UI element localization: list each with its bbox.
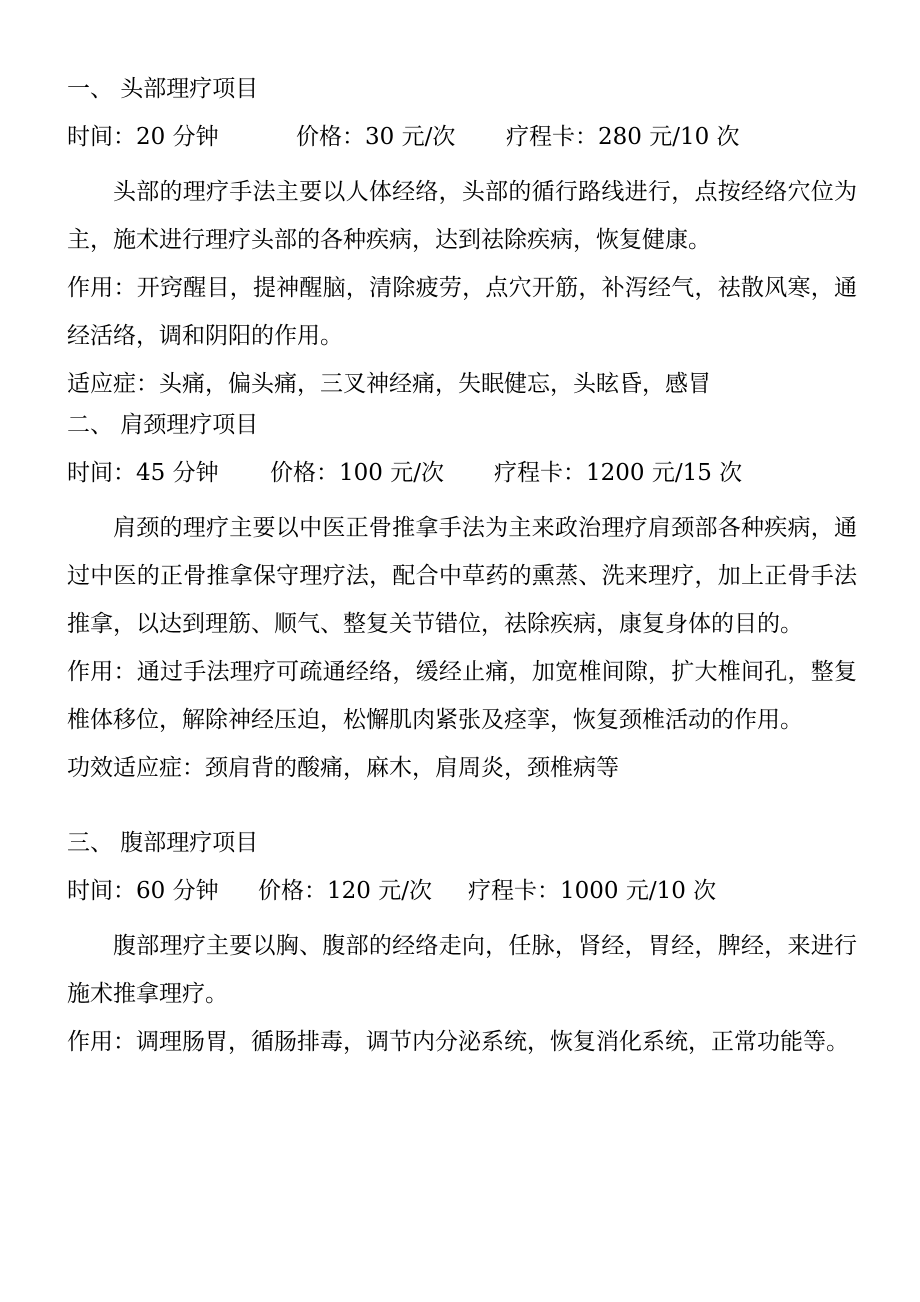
section-meta: [67, 120, 857, 154]
section-meta: [67, 456, 857, 490]
section-effect: 作用：开窍醒目，提神醒脑，清除疲劳，点穴开筋，补泻经气，祛散风寒，通经活络，调和阴阳的作用。: [67, 275, 857, 349]
section-indication: 功效适应症：颈肩背的酸痛，麻木，肩周炎，颈椎病等: [67, 755, 619, 781]
section-description: 腹部理疗主要以胸、腹部的经络走向，任脉，肾经，胃经，脾经，来进行施术推拿理疗。: [67, 933, 857, 1007]
card-label: 疗程卡：1200 元/15 次: [494, 460, 743, 486]
section-spacer: [67, 792, 857, 826]
section-abdomen-therapy: [67, 826, 857, 1066]
price-label: 价格：30 元/次: [296, 124, 456, 150]
time-label: 时间：20 分钟: [67, 124, 219, 150]
card-label: 疗程卡：280 元/10 次: [506, 124, 740, 150]
section-heading: 三、 腹部理疗项目: [67, 830, 259, 856]
section-head-therapy: [67, 72, 857, 408]
section-shoulder-neck-therapy: [67, 408, 857, 792]
section-description: 肩颈的理疗主要以中医正骨推拿手法为主来政治理疗肩颈部各种疾病，通过中医的正骨推拿保守理疗法，配合中草药的熏蒸、洗来理疗，加上正骨手法推拿，以达到理筋、顺气、整复关节错位，祛除疾病，康复身体的目的。: [67, 515, 857, 637]
section-meta: [67, 874, 857, 908]
section-heading: 一、 头部理疗项目: [67, 76, 259, 102]
section-indication: 适应症：头痛，偏头痛，三叉神经痛，失眠健忘，头眩昏，感冒: [67, 371, 711, 397]
section-description: 头部的理疗手法主要以人体经络，头部的循行路线进行，点按经络穴位为主，施术进行理疗头部的各种疾病，达到祛除疾病，恢复健康。: [67, 179, 857, 253]
price-label: 价格：120 元/次: [258, 878, 432, 904]
document-page: [67, 72, 857, 1066]
section-effect: 作用：调理肠胃，循肠排毒，调节内分泌系统，恢复消化系统，正常功能等。: [67, 1029, 849, 1055]
section-effect: 作用：通过手法理疗可疏通经络，缓经止痛，加宽椎间隙，扩大椎间孔，整复椎体移位，解除神经压迫，松懈肌肉紧张及痉挛，恢复颈椎活动的作用。: [67, 659, 857, 733]
time-label: 时间：45 分钟: [67, 460, 219, 486]
time-label: 时间：60 分钟: [67, 878, 219, 904]
card-label: 疗程卡：1000 元/10 次: [468, 878, 717, 904]
price-label: 价格：100 元/次: [270, 460, 444, 486]
section-heading: 二、 肩颈理疗项目: [67, 412, 259, 438]
